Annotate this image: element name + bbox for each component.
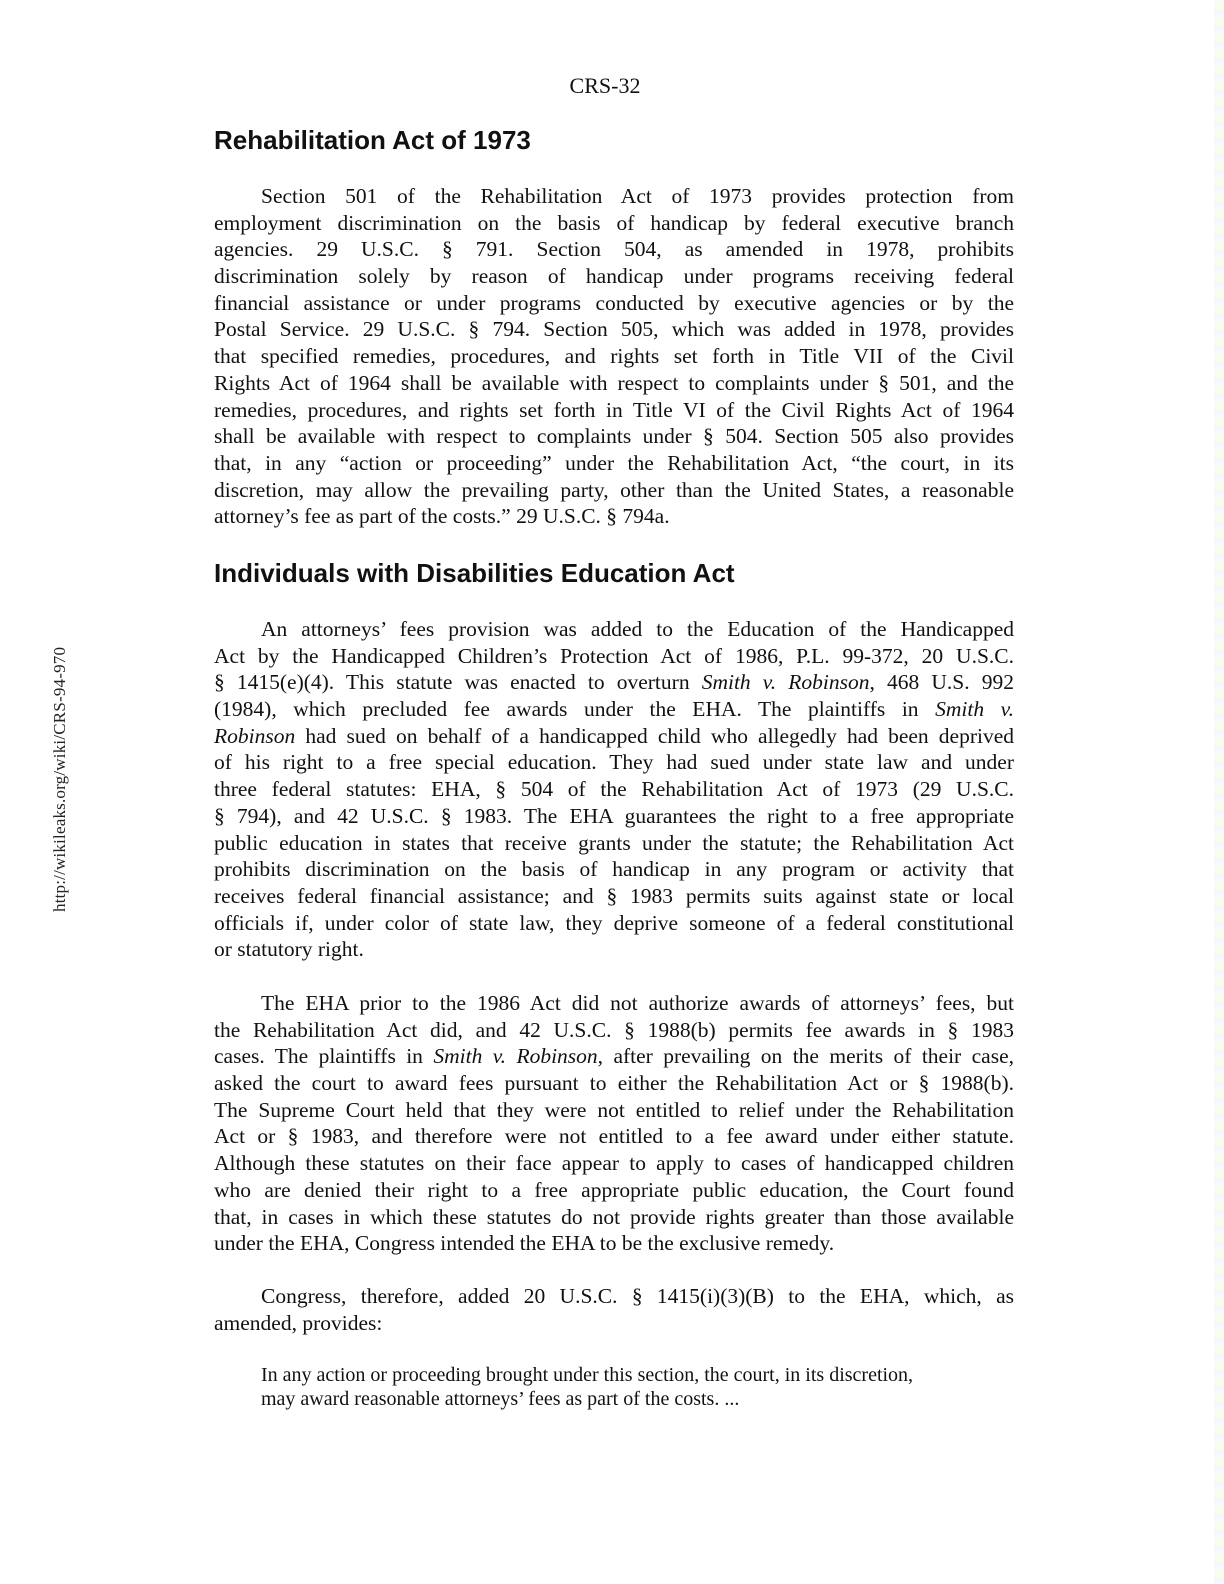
side-watermark-url: http://wikileaks.org/wiki/CRS-94-970 [50,646,69,912]
quote-line: In any action or proceeding brought under this section, the court, in its discretion, [261,1364,914,1386]
text-line-with-case-citation: (1984), which precluded fee awards under the EHA. The plaintiffs in Smith v. [214,697,1014,722]
text-line: shall be available with respect to complaints under § 504. Section 505 also provides [214,424,1014,449]
text-line: asked the court to award fees pursuant to either the Rehabilitation Act or § 1988(b). [214,1071,1014,1096]
text-line: the Rehabilitation Act did, and 42 U.S.C. § 1988(b) permits fee awards in § 1983 [214,1017,1014,1042]
case-name: Robinson [214,723,296,748]
text-line: amended, provides: [214,1310,383,1335]
text-line-with-case-citation: § 1415(e)(4). This statute was enacted to overturn Smith v. Robinson, 468 U.S. 992 [214,670,1014,695]
text-line: under the EHA, Congress intended the EHA to be the exclusive remedy. [214,1231,835,1256]
text-line: or statutory right. [214,937,364,962]
text-line: discrimination solely by reason of handicap under programs receiving federal [214,264,1014,289]
text-line: Act or § 1983, and therefore were not entitled to a fee award under either statute. [214,1124,1014,1149]
section-heading-rehabilitation-act: Rehabilitation Act of 1973 [214,125,531,155]
text-line: discretion, may allow the prevailing party, other than the United States, a reasonable [214,477,1014,502]
text-line: Although these statutes on their face appear to apply to cases of handicapped children [214,1151,1014,1176]
text-line: attorney’s fee as part of the costs.” 29 U.S.C. § 794a. [214,504,670,529]
text-line: that specified remedies, procedures, and rights set forth in Title VII of the Civil [214,344,1014,369]
case-name: Smith v. Robinson [701,670,870,695]
text-line-with-case-citation: cases. The plaintiffs in Smith v. Robinson, after prevailing on the merits of their case, [214,1044,1014,1069]
text-line: receives federal financial assistance; and § 1983 permits suits against state or local [214,883,1014,908]
text-line: agencies. 29 U.S.C. § 791. Section 504, as amended in 1978, prohibits [214,237,1014,262]
page-number: CRS-32 [569,73,641,98]
text-line: An attorneys’ fees provision was added to the Education of the Handicapped [261,617,1014,641]
text-line: Congress, therefore, added 20 U.S.C. § 1415(i)(3)(B) to the EHA, which, as [261,1284,1014,1308]
scan-edge-artifact [1214,0,1224,1584]
text-line: prohibits discrimination on the basis of handicap in any program or activity that [214,857,1014,882]
text-line: of his right to a free special education. They had sued under state law and under [214,750,1014,775]
case-name: Smith v. Robinson [433,1044,598,1069]
text-line: The Supreme Court held that they were not entitled to relief under the Rehabilitation [214,1097,1014,1122]
section-heading-idea: Individuals with Disabilities Education Act [214,558,735,588]
text-line: that, in any “action or proceeding” under the Rehabilitation Act, “the court, in its [214,450,1014,475]
text-line: The EHA prior to the 1986 Act did not authorize awards of attorneys’ fees, but [261,991,1014,1015]
paragraph-idea-3 [214,1283,1014,1336]
text-line: officials if, under color of state law, they deprive someone of a federal constitutional [214,910,1014,935]
text-line: § 794), and 42 U.S.C. § 1983. The EHA guarantees the right to a free appropriate [214,803,1014,828]
block-quote-statute [261,1363,951,1411]
text-line: public education in states that receive grants under the statute; the Rehabilitation Act [214,830,1014,855]
text-line: Act by the Handicapped Children’s Protection Act of 1986, P.L. 99-372, 20 U.S.C. [214,643,1014,668]
text-line: that, in cases in which these statutes do not provide rights greater than those available [214,1204,1014,1229]
text-line: financial assistance or under programs conducted by executive agencies or by the [214,290,1014,315]
text-line-with-case-citation: Robinson had sued on behalf of a handicapped child who allegedly had been deprived [214,723,1014,748]
paragraph-idea-1 [214,616,1014,963]
case-name: Smith v. [935,697,1014,722]
text-line: employment discrimination on the basis of handicap by federal executive branch [214,210,1014,235]
text-line: Section 501 of the Rehabilitation Act of 1973 provides protection from [261,184,1014,208]
text-line: who are denied their right to a free appropriate public education, the Court found [214,1177,1014,1202]
paragraph-rehab-act [214,183,1014,530]
text-line: remedies, procedures, and rights set forth in Title VI of the Civil Rights Act of 1964 [214,397,1014,422]
paragraph-idea-2 [214,990,1014,1257]
quote-line: may award reasonable attorneys’ fees as part of the costs. ... [261,1388,740,1410]
text-line: three federal statutes: EHA, § 504 of the Rehabilitation Act of 1973 (29 U.S.C. [214,777,1014,802]
text-line: Rights Act of 1964 shall be available with respect to complaints under § 501, and the [214,370,1014,395]
text-line: Postal Service. 29 U.S.C. § 794. Section 505, which was added in 1978, provides [214,317,1014,342]
